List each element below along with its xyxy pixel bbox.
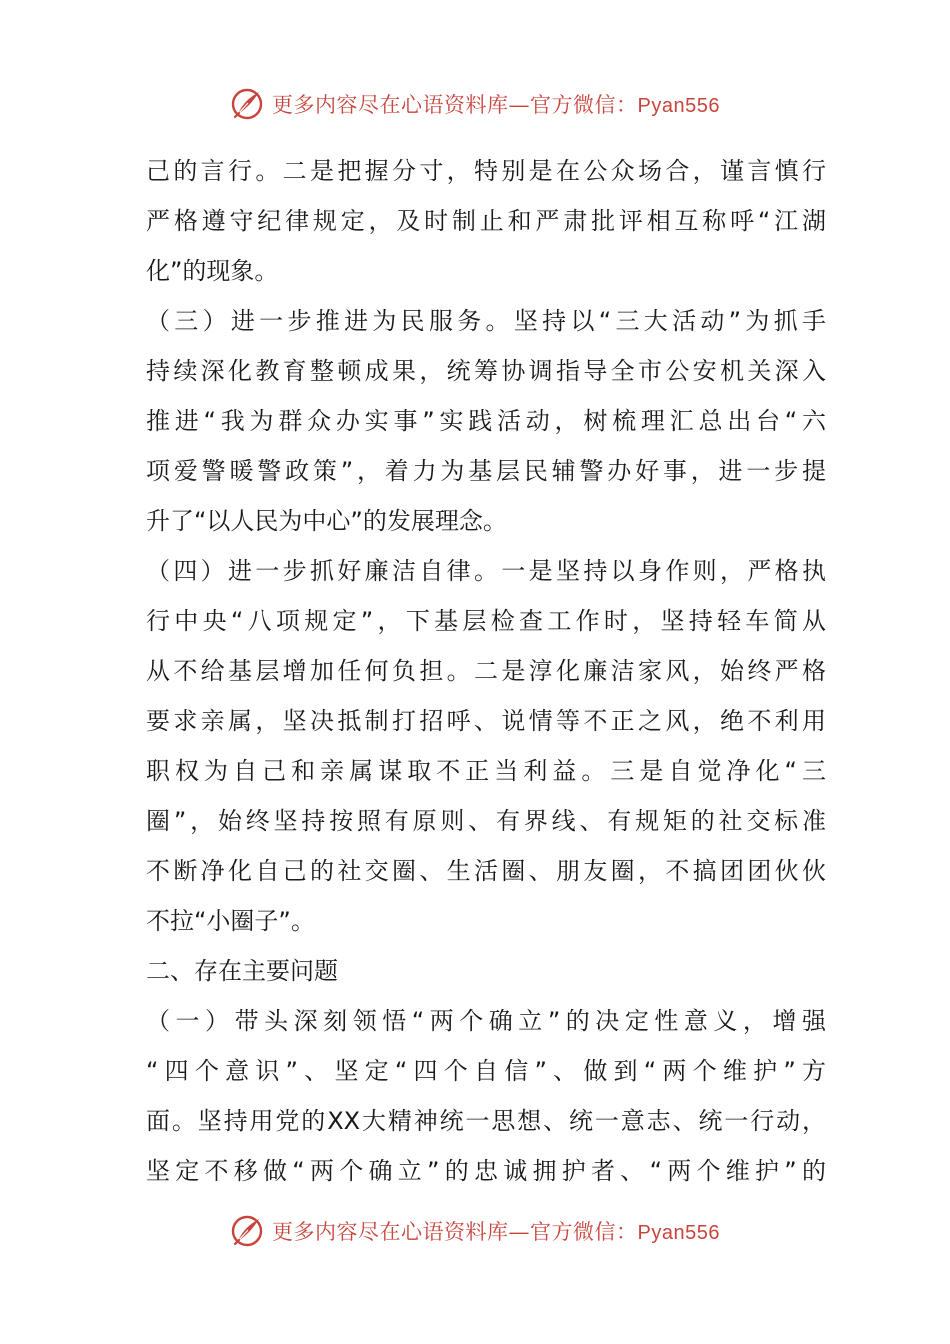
watermark-dash: — (508, 93, 531, 117)
text-line: 化”的现象。 (146, 257, 279, 285)
text-line: （一）带头深刻领悟“两个确立”的决定性意义，增强 (146, 1007, 826, 1035)
watermark-wechat-id: Pyan556 (637, 95, 720, 117)
text-line: 坚定不移做“两个确立”的忠诚拥护者、“两个维护”的 (146, 1157, 826, 1185)
watermark-wechat-id: Pyan556 (637, 1222, 720, 1244)
text-line: 面。坚持用党的XX大精神统一思想、统一意志、统一行动， (146, 1107, 826, 1135)
text-line: 升了“以人民为中心”的发展理念。 (146, 507, 507, 535)
text-line: “四个意识”、坚定“四个自信”、做到“两个维护”方 (146, 1057, 826, 1085)
text-line: 不拉“小圈子”。 (146, 907, 315, 935)
watermark-text (272, 89, 720, 119)
watermark-dash: — (508, 1220, 531, 1244)
watermark-text (272, 1216, 720, 1246)
text-line: 从不给基层增加任何负担。二是淳化廉洁家风，始终严格 (146, 657, 826, 685)
text-line: 项爱警暖警政策”，着力为基层民辅警办好事，进一步提 (146, 457, 826, 485)
header-watermark (0, 84, 950, 124)
text-line: 二、存在主要问题 (146, 957, 338, 985)
text-line: 己的言行。二是把握分寸，特别是在公众场合，谨言慎行 (146, 157, 826, 185)
text-line: 要求亲属，坚决抵制打招呼、说情等不正之风，绝不利用 (146, 707, 826, 735)
feather-pen-logo-icon (230, 87, 264, 121)
document-body (146, 146, 826, 1196)
text-line: 圈”，始终坚持按照有原则、有界线、有规矩的社交标准 (146, 807, 826, 835)
watermark-prefix: 更多内容尽在心语资料库 (272, 1220, 509, 1244)
watermark-suffix: 官方微信： (530, 93, 638, 117)
text-line: （四）进一步抓好廉洁自律。一是坚持以身作则，严格执 (146, 557, 826, 585)
footer-watermark (0, 1211, 950, 1251)
text-line: 推进“我为群众办实事”实践活动，树梳理汇总出台“六 (146, 407, 826, 435)
text-line: 持续深化教育整顿成果，统筹协调指导全市公安机关深入 (146, 357, 826, 385)
text-line: 职权为自己和亲属谋取不正当利益。三是自觉净化“三 (146, 757, 826, 785)
feather-pen-logo-icon (230, 1214, 264, 1248)
text-line: 行中央“八项规定”，下基层检查工作时，坚持轻车简从 (146, 607, 826, 635)
watermark-prefix: 更多内容尽在心语资料库 (272, 93, 509, 117)
text-line: 不断净化自己的社交圈、生活圈、朋友圈，不搞团团伙伙 (146, 857, 826, 885)
text-line: 严格遵守纪律规定，及时制止和严肃批评相互称呼“江湖 (146, 207, 826, 235)
watermark-suffix: 官方微信： (530, 1220, 638, 1244)
text-line: （三）进一步推进为民服务。坚持以“三大活动”为抓手 (146, 307, 826, 335)
